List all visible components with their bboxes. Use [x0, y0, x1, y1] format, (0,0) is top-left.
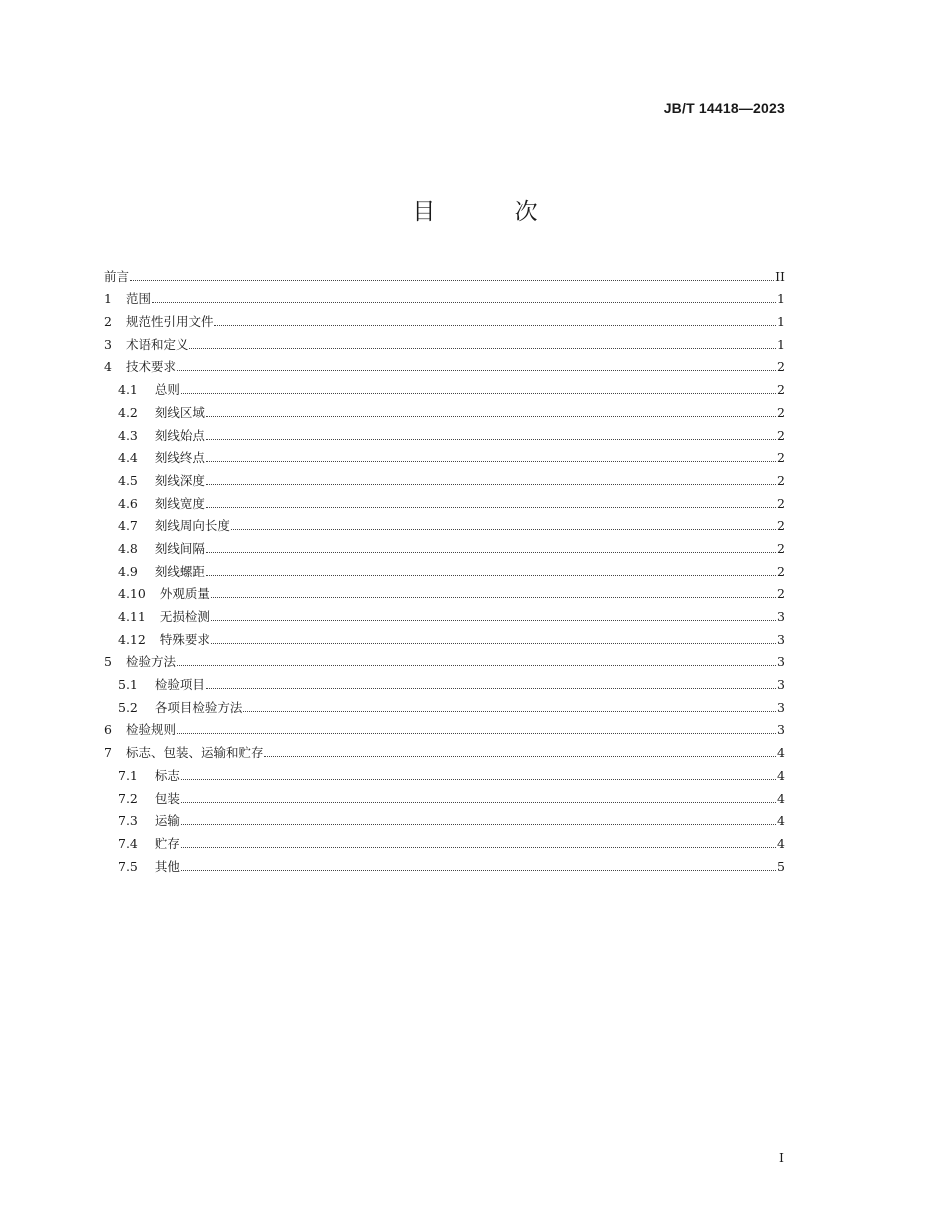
toc-entry-label: 刻线宽度 — [154, 495, 205, 511]
toc-entry-number: 4.12 — [118, 631, 146, 647]
toc-entry-label: 刻线间隔 — [154, 540, 205, 556]
toc-entry-label: 范围 — [125, 291, 151, 307]
toc-entry[interactable] — [104, 400, 785, 423]
toc-entry-label: 标志 — [154, 767, 180, 783]
toc-entry-label: 刻线终点 — [154, 450, 205, 466]
toc-entry[interactable] — [104, 332, 785, 355]
toc-entry[interactable] — [104, 854, 785, 877]
toc-entry[interactable] — [104, 514, 785, 537]
toc-leader-dots — [181, 802, 776, 803]
toc-entry-page: 2 — [777, 518, 785, 534]
toc-entry-label: 技术要求 — [125, 359, 176, 375]
toc-entry-number: 4 — [104, 359, 112, 375]
toc-leader-dots — [206, 552, 776, 553]
toc-entry-page: 4 — [777, 835, 785, 851]
toc-entry-label: 规范性引用文件 — [125, 314, 214, 330]
toc-entry-number: 4.4 — [118, 450, 138, 466]
toc-leader-dots — [231, 529, 776, 530]
toc-entry-number: 7.5 — [118, 858, 138, 874]
toc-leader-dots — [206, 575, 776, 576]
toc-leader-dots — [177, 370, 776, 371]
toc-entry[interactable] — [104, 446, 785, 469]
toc-entry-number: 4.1 — [118, 382, 138, 398]
toc-entry-page: II — [775, 268, 785, 284]
toc-entry-label: 检验规则 — [125, 722, 176, 738]
toc-entry-number: 5.1 — [118, 677, 138, 693]
toc-entry-page: 4 — [777, 745, 785, 761]
toc-entry-page: 2 — [777, 472, 785, 488]
toc-entry[interactable] — [104, 627, 785, 650]
toc-entry-label: 检验方法 — [125, 654, 176, 670]
toc-entry-page: 2 — [777, 495, 785, 511]
toc-entry-label: 前言 — [104, 268, 130, 284]
toc-entry[interactable] — [104, 695, 785, 718]
toc-entry-number: 4.2 — [118, 404, 138, 420]
toc-entry-number: 4.6 — [118, 495, 138, 511]
standard-code: JB/T 14418—2023 — [663, 100, 785, 116]
toc-entry-page: 4 — [777, 813, 785, 829]
toc-entry-page: 3 — [777, 699, 785, 715]
toc-entry-page: 3 — [777, 654, 785, 670]
toc-entry[interactable] — [104, 264, 785, 287]
toc-entry[interactable] — [104, 355, 785, 378]
toc-leader-dots — [177, 733, 776, 734]
toc-leader-dots — [189, 348, 776, 349]
toc-entry[interactable] — [104, 786, 785, 809]
toc-entry-label: 术语和定义 — [125, 336, 189, 352]
toc-entry-number: 4.11 — [118, 609, 146, 624]
toc-entry[interactable] — [104, 740, 785, 763]
toc-leader-dots — [181, 870, 776, 871]
toc-entry-number: 4.3 — [118, 427, 138, 443]
toc-leader-dots — [211, 597, 776, 598]
toc-entry-page: 1 — [777, 291, 785, 307]
toc-leader-dots — [130, 280, 774, 281]
toc-entry[interactable] — [104, 718, 785, 741]
toc-entry-label: 外观质量 — [159, 586, 210, 602]
toc-entry-page: 1 — [777, 336, 785, 352]
toc-leader-dots — [264, 756, 776, 757]
toc-entry-label: 标志、包装、运输和贮存 — [125, 745, 264, 761]
toc-entry[interactable] — [104, 763, 785, 786]
toc-entry[interactable] — [104, 423, 785, 446]
toc-entry-label: 检验项目 — [154, 677, 205, 693]
toc-entry-page: 2 — [777, 427, 785, 443]
toc-entry-label: 贮存 — [154, 835, 180, 851]
toc-entry-number: 7.3 — [118, 813, 138, 829]
toc-leader-dots — [181, 824, 776, 825]
toc-leader-dots — [181, 393, 776, 394]
toc-entry[interactable] — [104, 468, 785, 491]
toc-entry[interactable] — [104, 309, 785, 332]
toc-entry-number: 4.10 — [118, 586, 146, 602]
toc-entry-number: 7.4 — [118, 835, 138, 851]
toc-entry-number: 4.7 — [118, 518, 138, 534]
toc-entry-label: 其他 — [154, 858, 180, 874]
toc-leader-dots — [206, 507, 776, 508]
toc-leader-dots — [206, 484, 776, 485]
toc-leader-dots — [211, 620, 776, 621]
toc-entry-page: 3 — [777, 722, 785, 738]
toc-entry-label: 各项目检验方法 — [154, 699, 243, 715]
toc-entry-number: 4.9 — [118, 563, 138, 579]
toc-entry-label: 无损检测 — [159, 609, 210, 624]
toc-entry[interactable] — [104, 831, 785, 854]
toc-entry-number: 7.2 — [118, 790, 138, 806]
toc-leader-dots — [206, 688, 776, 689]
toc-entry-page: 3 — [777, 631, 785, 647]
toc-entry-label: 包装 — [154, 790, 180, 806]
toc-entry-page: 2 — [777, 586, 785, 602]
toc-leader-dots — [214, 325, 776, 326]
toc-leader-dots — [206, 416, 776, 417]
toc-entry-number: 7.1 — [118, 767, 138, 783]
toc-entry-page: 2 — [777, 450, 785, 466]
toc-leader-dots — [206, 439, 776, 440]
toc-entry-label: 刻线深度 — [154, 472, 205, 488]
toc-leader-dots — [181, 847, 776, 848]
toc-entry-page: 2 — [777, 540, 785, 556]
toc-entry-label: 刻线螺距 — [154, 563, 205, 579]
toc-entry-number: 2 — [104, 314, 112, 330]
page-number: I — [779, 1150, 784, 1165]
toc-entry-number: 4.8 — [118, 540, 138, 556]
toc-leader-dots — [152, 302, 776, 303]
toc-entry[interactable] — [104, 287, 785, 310]
toc-entry-page: 2 — [777, 404, 785, 420]
toc-entry-page: 3 — [777, 677, 785, 693]
toc-entry-label: 总则 — [154, 382, 180, 398]
toc-entry-label: 刻线始点 — [154, 427, 205, 443]
toc-leader-dots — [206, 461, 776, 462]
table-of-contents — [104, 264, 785, 877]
toc-entry-page: 1 — [777, 314, 785, 330]
toc-entry-page: 4 — [777, 767, 785, 783]
toc-entry-page: 2 — [777, 359, 785, 375]
toc-entry-page: 2 — [777, 382, 785, 398]
toc-entry[interactable] — [104, 604, 785, 627]
toc-entry-number: 6 — [104, 722, 112, 738]
toc-entry-number: 5.2 — [118, 699, 138, 715]
toc-entry-number: 1 — [104, 291, 112, 307]
toc-entry-number: 4.5 — [118, 472, 138, 488]
toc-entry-label: 刻线区域 — [154, 404, 205, 420]
toc-entry[interactable] — [104, 582, 785, 605]
toc-entry[interactable] — [104, 559, 785, 582]
toc-entry-page: 3 — [777, 609, 785, 624]
toc-entry-page: 5 — [777, 858, 785, 874]
toc-leader-dots — [181, 779, 776, 780]
toc-entry-number: 3 — [104, 336, 112, 352]
toc-entry[interactable] — [104, 672, 785, 695]
toc-entry-label: 特殊要求 — [159, 631, 210, 647]
toc-entry-label: 刻线周向长度 — [154, 518, 230, 534]
toc-entry-number: 7 — [104, 745, 112, 761]
toc-entry-page: 4 — [777, 790, 785, 806]
toc-entry[interactable] — [104, 377, 785, 400]
toc-leader-dots — [177, 665, 776, 666]
toc-leader-dots — [211, 643, 776, 644]
toc-entry-page: 2 — [777, 563, 785, 579]
page-title: 目 次 — [412, 199, 574, 225]
toc-leader-dots — [243, 711, 776, 712]
toc-entry[interactable] — [104, 536, 785, 559]
toc-entry[interactable] — [104, 809, 785, 832]
toc-entry[interactable] — [104, 491, 785, 514]
toc-entry-number: 5 — [104, 654, 112, 670]
toc-entry-label: 运输 — [154, 813, 180, 829]
toc-entry[interactable] — [104, 650, 785, 673]
